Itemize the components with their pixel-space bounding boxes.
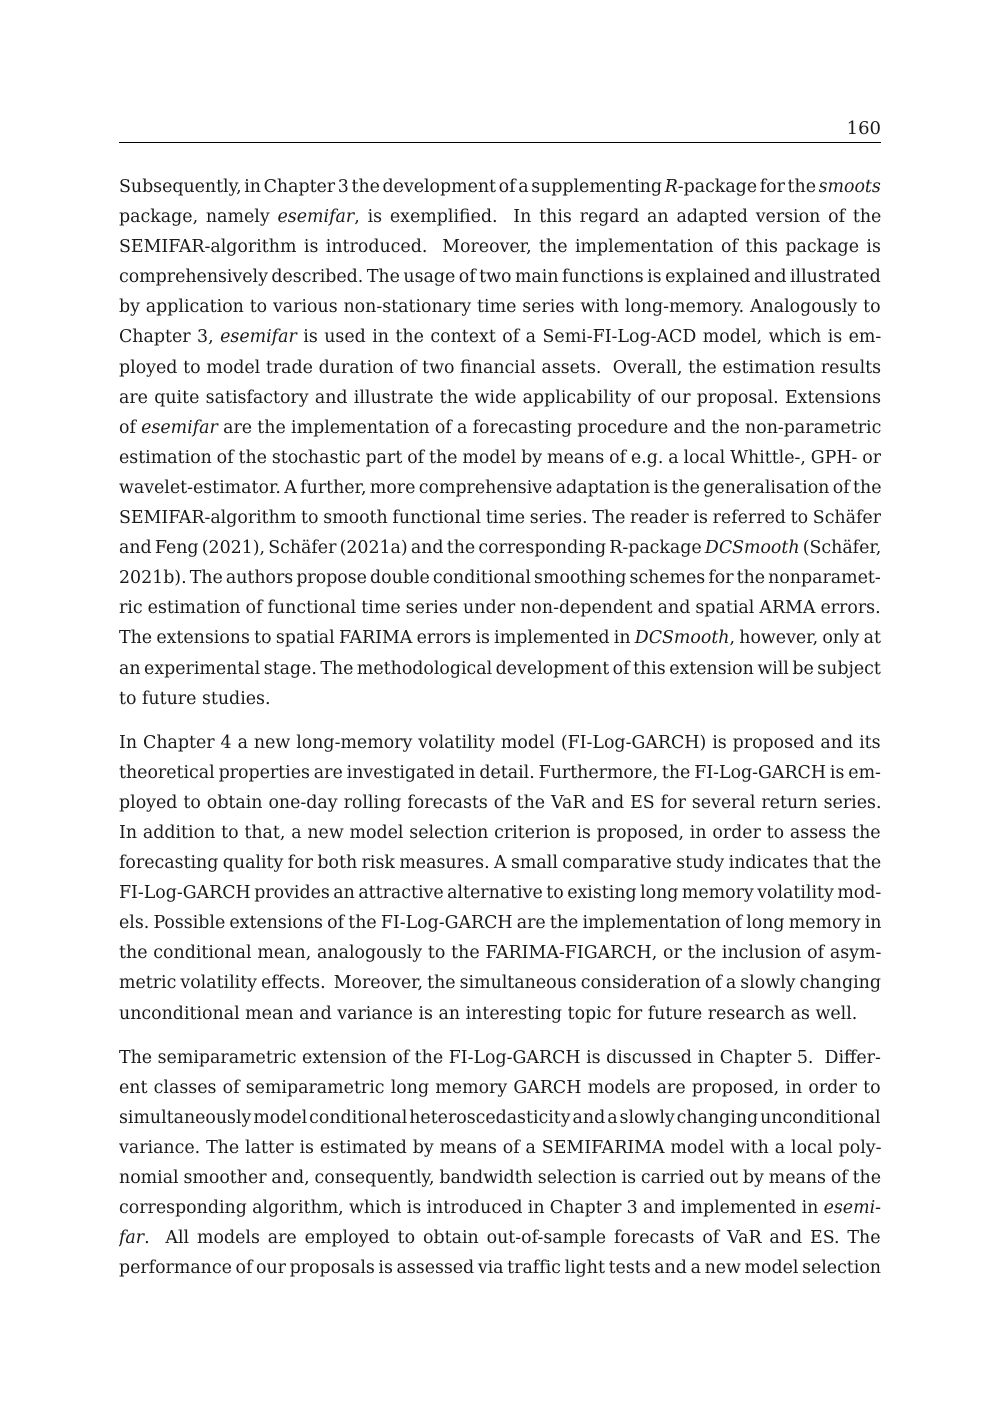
page-number: 160 <box>846 118 881 139</box>
text-line <box>119 383 881 413</box>
text-run: corresponding algorithm, which is introduced in Chapter 3 and implemented in <box>119 1198 824 1219</box>
text-run: ric estimation of functional time series under non-dependent and spatial ARMA errors. <box>119 598 881 619</box>
text-line <box>119 1163 881 1193</box>
text-run: , however, only at <box>729 628 881 649</box>
text-run: Chapter 3, <box>119 327 221 348</box>
text-line <box>119 413 881 443</box>
text-run: and Feng (2021), Schäfer (2021a) and the corresponding R-package <box>119 538 705 559</box>
text-line <box>119 728 881 758</box>
text-line <box>119 1133 881 1163</box>
text-line <box>119 878 881 908</box>
text-run: simultaneously model conditional heteroscedasticity and a slowly changing unconditional <box>119 1107 881 1128</box>
text-line <box>119 1193 881 1223</box>
text-line <box>119 1223 881 1253</box>
text-run: forecasting quality for both risk measures. A small comparative study indicates that the <box>119 853 881 874</box>
text-run: FI-Log-GARCH provides an attractive alternative to existing long memory volatility mod- <box>119 883 881 904</box>
page-header <box>119 116 881 143</box>
text-line <box>119 202 881 232</box>
text-line <box>119 232 881 262</box>
text-run: are quite satisfactory and illustrate the wide applicability of our proposal. Extensions <box>119 387 881 408</box>
italic-text: esemifar <box>277 207 355 228</box>
text-line <box>119 1253 881 1283</box>
text-line <box>119 593 881 623</box>
italic-text: esemifar <box>220 327 297 348</box>
text-run: ployed to obtain one-day rolling forecasts of the VaR and ES for several return series. <box>119 792 881 813</box>
italic-text: smoots <box>818 177 881 197</box>
main-text <box>119 172 881 1297</box>
text-line <box>119 788 881 818</box>
text-line <box>119 908 881 938</box>
text-run: the conditional mean, analogously to the FARIMA-FIGARCH, or the inclusion of asym- <box>119 943 881 964</box>
text-run: els. Possible extensions of the FI-Log-GARCH are the implementation of long memory in <box>119 913 881 934</box>
text-run: nomial smoother and, consequently, bandwidth selection is carried out by means of the <box>119 1168 881 1188</box>
paragraph <box>119 728 881 1029</box>
text-run: of <box>119 417 142 438</box>
italic-text: DCSmooth <box>704 538 800 559</box>
text-line <box>119 563 881 593</box>
text-run: package, namely <box>119 207 278 228</box>
text-run: . All models are employed to obtain out-of-sample forecasts of VaR and ES. The <box>144 1228 881 1249</box>
text-run: In Chapter 4 a new long-memory volatility model (FI-Log-GARCH) is proposed and its <box>119 732 881 753</box>
text-line <box>119 758 881 788</box>
italic-text: esemifar <box>141 417 218 438</box>
text-line <box>119 1043 881 1073</box>
text-run: unconditional mean and variance is an interesting topic for future research as well. <box>119 1003 858 1024</box>
text-run: In addition to that, a new model selection criterion is proposed, in order to assess the <box>119 822 881 843</box>
text-line <box>119 503 881 533</box>
text-line <box>119 999 881 1029</box>
text-line <box>119 623 881 653</box>
text-line <box>119 262 881 292</box>
text-line <box>119 292 881 322</box>
text-line <box>119 1073 881 1103</box>
text-line <box>119 322 881 352</box>
paragraph <box>119 172 881 714</box>
text-run: is used in the context of a Semi-FI-Log-ACD model, which is em- <box>296 327 881 348</box>
text-run: an experimental stage. The methodological development of this extension will be subject <box>119 658 881 679</box>
text-run: estimation of the stochastic part of the model by means of e.g. a local Whittle-, GPH- or <box>119 447 881 468</box>
text-run: 2021b). The authors propose double conditional smoothing schemes for the nonparamet- <box>119 568 881 589</box>
text-line <box>119 684 881 714</box>
text-line <box>119 533 881 563</box>
text-line <box>119 473 881 503</box>
italic-text: DCSmooth <box>634 628 730 649</box>
text-run: , is exemplified. In this regard an adapted version of the <box>354 207 881 228</box>
text-run: theoretical properties are investigated in detail. Furthermore, the FI-Log-GARCH is em- <box>119 762 881 783</box>
text-run: metric volatility effects. Moreover, the simultaneous consideration of a slowly changing <box>119 973 881 994</box>
text-run: by application to various non-stationary time series with long-memory. Analogously to <box>119 297 881 318</box>
italic-text: R <box>664 177 678 197</box>
text-run: The extensions to spatial FARIMA errors is implemented in <box>119 628 635 649</box>
text-line <box>119 353 881 383</box>
text-run: variance. The latter is estimated by means of a SEMIFARIMA model with a local poly- <box>119 1137 881 1158</box>
paragraph <box>119 1043 881 1284</box>
text-run: ent classes of semiparametric long memory GARCH models are proposed, in order to <box>119 1077 881 1098</box>
text-run: ployed to model trade duration of two financial assets. Overall, the estimation results <box>119 357 881 378</box>
text-run: -package for the <box>677 177 819 197</box>
text-run: wavelet-estimator. A further, more comprehensive adaptation is the generalisation of the <box>119 477 881 498</box>
text-run: SEMIFAR-algorithm is introduced. Moreover, the implementation of this package is <box>119 237 881 258</box>
text-run: (Schäfer, <box>799 538 881 559</box>
text-run: Subsequently, in Chapter 3 the development of a supplementing <box>119 177 665 197</box>
italic-text: far <box>119 1228 145 1249</box>
text-line <box>119 1103 881 1133</box>
text-line <box>119 654 881 684</box>
text-run: to future studies. <box>119 688 271 709</box>
italic-text: esemi- <box>823 1198 881 1219</box>
text-run: comprehensively described. The usage of two main functions is explained and illustrated <box>119 267 881 288</box>
text-line <box>119 938 881 968</box>
text-line <box>119 968 881 998</box>
text-line <box>119 443 881 473</box>
text-run: performance of our proposals is assessed via traffic light tests and a new model selection <box>119 1258 881 1279</box>
text-line <box>119 818 881 848</box>
text-line <box>119 848 881 878</box>
text-run: The semiparametric extension of the FI-Log-GARCH is discussed in Chapter 5. Differ- <box>119 1047 881 1068</box>
text-run: are the implementation of a forecasting procedure and the non-parametric <box>217 417 881 438</box>
text-run: SEMIFAR-algorithm to smooth functional time series. The reader is referred to Schäfer <box>119 508 881 529</box>
text-line <box>119 172 881 202</box>
